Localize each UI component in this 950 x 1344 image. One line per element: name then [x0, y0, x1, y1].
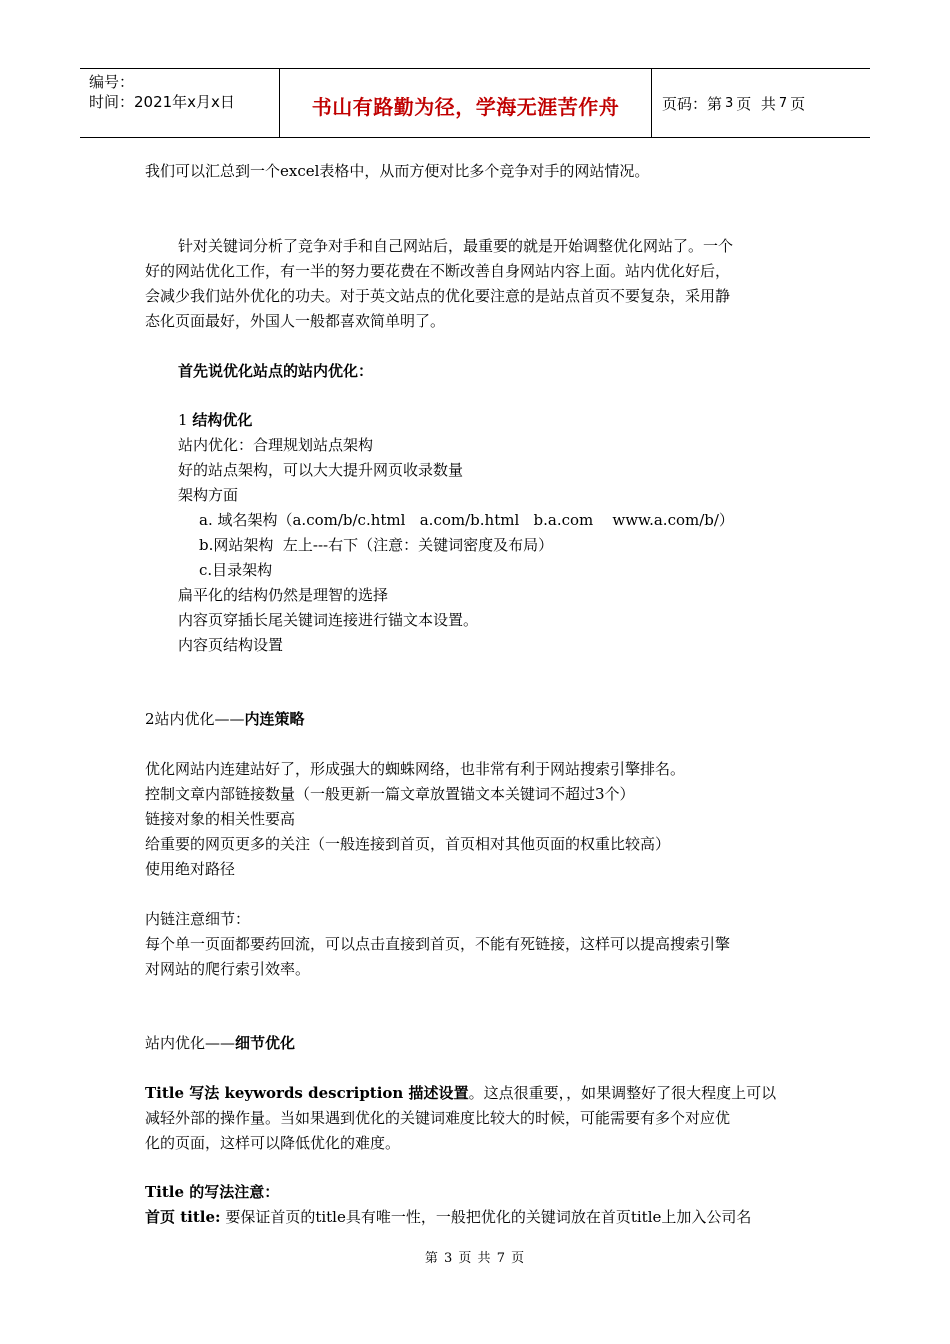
- inner-link-note-line-2: 对网站的爬行索引效率。: [145, 960, 311, 978]
- section-1-line-4: 扁平化的结构仍然是理智的选择: [178, 586, 389, 604]
- paragraph-2-line-3: 会减少我们站外优化的功夫。对于英文站点的优化要注意的是站点首页不要复杂，采用静: [145, 287, 731, 305]
- section-1-line-5: 内容页穿插长尾关键词连接进行锚文本设置。: [178, 611, 479, 629]
- page-total: 7: [778, 95, 788, 111]
- section-3-heading: [145, 1033, 295, 1053]
- inner-link-note-line-1: 每个单一页面都要药回流，可以点击直接到首页，不能有死链接，这样可以提高搜索引擎: [145, 935, 731, 953]
- section-3-bold-lead: Title 写法 keywords description 描述设置: [145, 1084, 469, 1102]
- section-1-title: 结构优化: [192, 411, 253, 429]
- section-4-heading: Title 的写法注意：: [145, 1183, 280, 1201]
- section-1-heading: [178, 410, 252, 430]
- page-mid: 页 共: [736, 94, 776, 113]
- onsite-heading: 首先说优化站点的站内优化：: [178, 362, 374, 380]
- section-2-line-3: 链接对象的相关性要高: [145, 810, 296, 828]
- section-3-line-2: 减轻外部的操作量。当如果遇到优化的关键词难度比较大的时候，可能需要有多个对应优: [145, 1109, 731, 1127]
- section-2-line-5: 使用绝对路径: [145, 860, 236, 878]
- section-4-line-1-rest: 要保证首页的title具有唯一性，一般把优化的关键词放在首页title上加入公司名: [220, 1208, 752, 1226]
- paragraph-1: 我们可以汇总到一个excel表格中，从而方便对比多个竞争对手的网站情况。: [145, 162, 650, 180]
- section-1-item-c: c.目录架构: [199, 561, 273, 579]
- paragraph-2-line-2: 好的网站优化工作，有一半的努力要花费在不断改善自身网站内容上面。站内优化好后，: [145, 262, 731, 280]
- page-current: 3: [725, 95, 734, 111]
- page-prefix: 页码：第: [662, 94, 723, 113]
- section-1-line-6: 内容页结构设置: [178, 636, 284, 654]
- section-1-item-b: b.网站架构 左上---右下（注意：关键词密度及布局）: [199, 536, 554, 554]
- section-1-item-a: a. 域名架构（a.com/b/c.html a.com/b.html b.a.com www.a.com/b/）: [199, 511, 734, 529]
- section-1-number: 1: [178, 411, 188, 429]
- inner-link-note-title: 内链注意细节：: [145, 910, 251, 928]
- section-1-line-1: 站内优化：合理规划站点架构: [178, 436, 374, 454]
- section-2-line-4: 给重要的网页更多的关注（一般连接到首页，首页相对其他页面的权重比较高）: [145, 835, 671, 853]
- section-4-line-1: [145, 1207, 751, 1227]
- time-label: 时间：2021年x月x日: [89, 93, 235, 111]
- section-2-title: 内连策略: [244, 710, 305, 728]
- paragraph-2-line-1: 针对关键词分析了竞争对手和自己网站后，最重要的就是开始调整优化网站了。一个: [178, 237, 734, 255]
- section-3-line-3: 化的页面，这样可以降低优化的难度。: [145, 1134, 401, 1152]
- section-2-heading: [145, 709, 305, 729]
- section-2-line-2: 控制文章内部链接数量（一般更新一篇文章放置锚文本关键词不超过3个）: [145, 785, 635, 803]
- header-meta-cell: [80, 69, 280, 137]
- page-suffix: 页: [790, 94, 806, 113]
- number-label: 编号：: [89, 73, 135, 91]
- section-3-prefix: 站内优化——: [145, 1034, 236, 1052]
- section-2-prefix: 2站内优化——: [145, 710, 245, 728]
- section-3-line-1-rest: 。这点很重要，，如果调整好了很大程度上可以: [468, 1084, 777, 1102]
- section-1-line-2: 好的站点架构，可以大大提升网页收录数量: [178, 461, 464, 479]
- section-2-line-1: 优化网站内连建站好了，形成强大的蜘蛛网络，也非常有利于网站搜索引擎排名。: [145, 760, 686, 778]
- page-footer: 第 3 页 共 7 页: [424, 1251, 526, 1266]
- section-3-line-1: [145, 1083, 776, 1103]
- header-page-info: [652, 69, 870, 137]
- page-header: [80, 68, 870, 138]
- section-4-bold-lead: 首页 title:: [145, 1208, 221, 1226]
- paragraph-2-line-4: 态化页面最好，外国人一般都喜欢简单明了。: [145, 312, 446, 330]
- section-3-title: 细节优化: [235, 1034, 296, 1052]
- header-motto: 书山有路勤为径，学海无涯苦作舟: [280, 69, 652, 137]
- section-1-line-3: 架构方面: [178, 486, 239, 504]
